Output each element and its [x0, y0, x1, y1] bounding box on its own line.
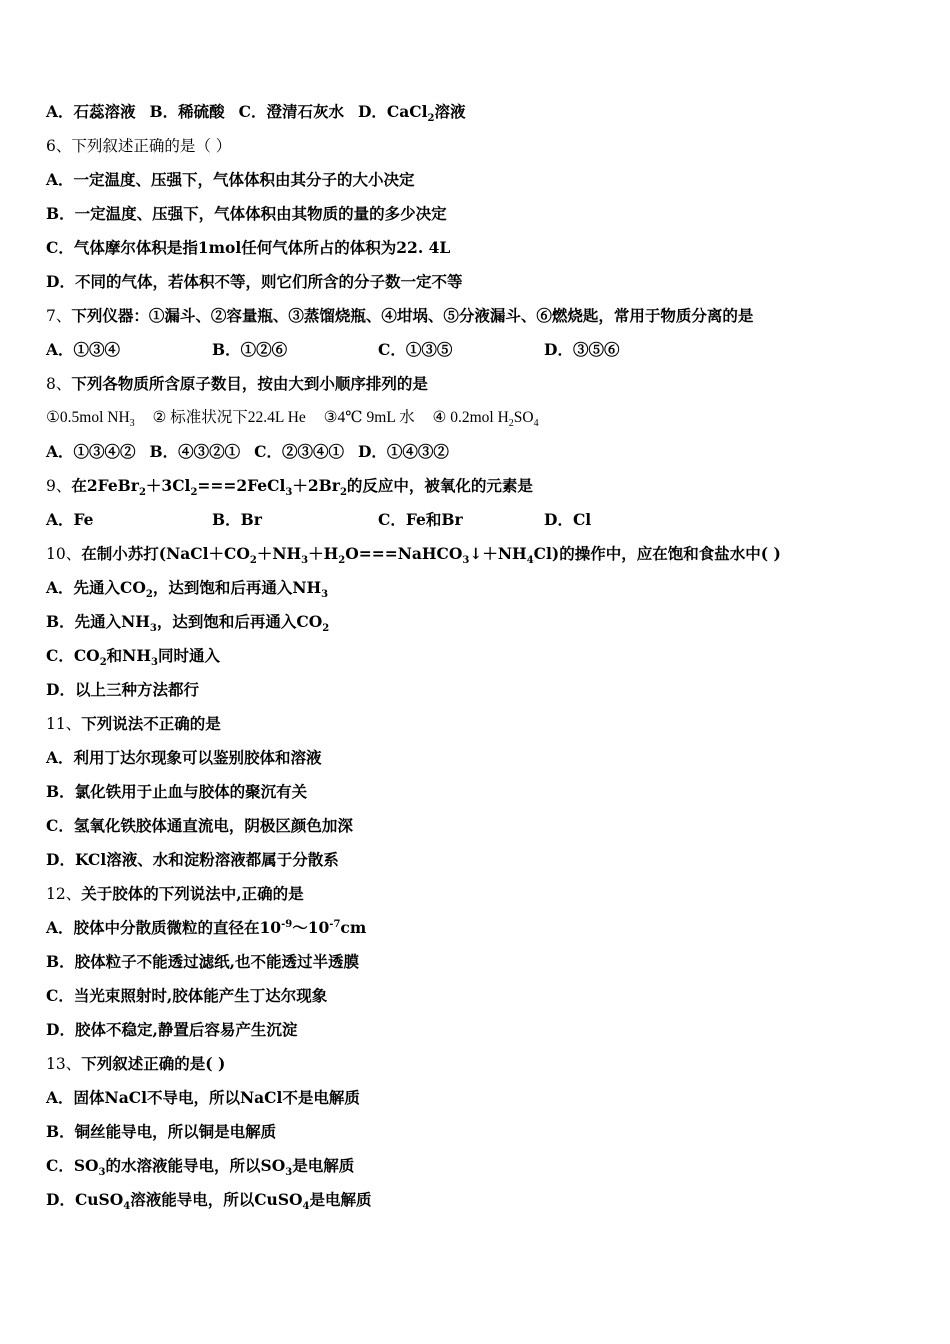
q9-options-row — [46, 507, 916, 541]
q10-option-c: C．$CO_2$和$NH_3$同时通入 — [46, 646, 220, 669]
q7-option-d: D．③⑤⑥ — [544, 340, 620, 359]
q6-option-b: B．一定温度、压强下，气体体积由其物质的量的多少决定 — [46, 204, 447, 223]
q8-option-b: B．④③②① — [149, 442, 241, 461]
q6-stem: 6、下列叙述正确的是（ ） — [46, 137, 232, 155]
q13-option-b: B．铜丝能导电，所以铜是电解质 — [46, 1122, 277, 1141]
q9-stem: 9、在$2FeBr_2+3Cl_2===2FeCl_3+2Br_2$的反应中，被氧化的元素是 — [46, 476, 533, 499]
q12-option-d: D．胶体不稳定,静置后容易产生沉淀 — [46, 1020, 298, 1039]
exam-page — [46, 99, 916, 1221]
q8-item-1: ①0.5mol $NH_3$ — [46, 409, 135, 430]
q10-option-b: B．先通入$NH_3$，达到饱和后再通入$CO_2$ — [46, 612, 330, 635]
q11-option-d: D．KCl溶液、水和淀粉溶液都属于分散系 — [46, 850, 339, 869]
q5-option-b: B．稀硫酸 — [149, 102, 225, 121]
q6-option-c: C．气体摩尔体积是指1mol任何气体所占的体积为22. 4L — [46, 238, 451, 257]
q9-option-d: D．Cl — [544, 510, 592, 529]
q8-items-row — [46, 405, 916, 439]
q12-option-b: B．胶体粒子不能透过滤纸,也不能透过半透膜 — [46, 952, 359, 971]
q13-stem: 13、下列叙述正确的是( ) — [46, 1054, 226, 1073]
q10-stem: 10、在制小苏打$(NaCl+CO_2+NH_3+H_2O===NaHCO_3↓+NH_4Cl)$的操作中，应在饱和食盐水中( ) — [46, 544, 781, 567]
q13-option-c: C．$SO_3$的水溶液能导电，所以$SO_3$是电解质 — [46, 1156, 355, 1179]
q8-option-a: A．①③④② — [46, 442, 136, 461]
q8-stem: 8、下列各物质所含原子数目，按由大到小顺序排列的是 — [46, 374, 428, 393]
q10-option-a: A．先通入$CO_2$，达到饱和后再通入$NH_3$ — [46, 578, 329, 601]
q11-option-b: B．氯化铁用于止血与胶体的聚沉有关 — [46, 782, 308, 801]
q5-option-d: D．CaCl$_2$溶液 — [357, 102, 466, 125]
q9-option-c: C．Fe和Br — [378, 510, 463, 529]
q8-item-2: ② 标准状况下22.4L He — [152, 409, 306, 426]
q12-option-c: C．当光束照射时,胶体能产生丁达尔现象 — [46, 986, 328, 1005]
q8-item-4: ④ 0.2mol $H_2SO_4$ — [432, 409, 539, 430]
q8-item-3: ③4℃ 9mL 水 — [323, 409, 415, 426]
q7-option-a: A．①③④ — [46, 340, 121, 359]
q6-option-a: A．一定温度、压强下，气体体积由其分子的大小决定 — [46, 170, 415, 189]
q8-option-d: D．①④③② — [357, 442, 449, 461]
q10-option-d: D．以上三种方法都行 — [46, 680, 199, 699]
q5-option-c: C．澄清石灰水 — [238, 102, 344, 121]
q7-option-b: B．①②⑥ — [212, 340, 288, 359]
q8-option-c: C．②③④① — [254, 442, 344, 461]
q7-stem: 7、下列仪器：①漏斗、②容量瓶、③蒸馏烧瓶、④坩埚、⑤分液漏斗、⑥燃烧匙，常用于物质分离的是 — [46, 306, 754, 325]
q11-stem: 11、下列说法不正确的是 — [46, 714, 221, 733]
q9-option-a: A．Fe — [46, 510, 94, 529]
q7-option-c: C．①③⑤ — [378, 340, 453, 359]
q11-option-c: C．氢氧化铁胶体通直流电，阴极区颜色加深 — [46, 816, 353, 835]
q5-option-a: A．石蕊溶液 — [46, 102, 136, 121]
q8-options-row — [46, 439, 916, 473]
q13-option-a: A．固体NaCl不导电，所以NaCl不是电解质 — [46, 1088, 360, 1107]
q5-options-row — [46, 99, 916, 133]
q11-option-a: A．利用丁达尔现象可以鉴别胶体和溶液 — [46, 748, 322, 767]
q13-option-d: D．CuSO$_4$溶液能导电，所以CuSO$_4$是电解质 — [46, 1190, 372, 1213]
q9-option-b: B．Br — [212, 510, 262, 529]
q12-option-a: A．胶体中分散质微粒的直径在$10^{-9}\sim 10^{-7}cm$ — [46, 918, 367, 937]
q6-option-d: D．不同的气体，若体积不等，则它们所含的分子数一定不等 — [46, 272, 463, 291]
q12-stem: 12、关于胶体的下列说法中,正确的是 — [46, 884, 304, 903]
q7-options-row — [46, 337, 916, 371]
